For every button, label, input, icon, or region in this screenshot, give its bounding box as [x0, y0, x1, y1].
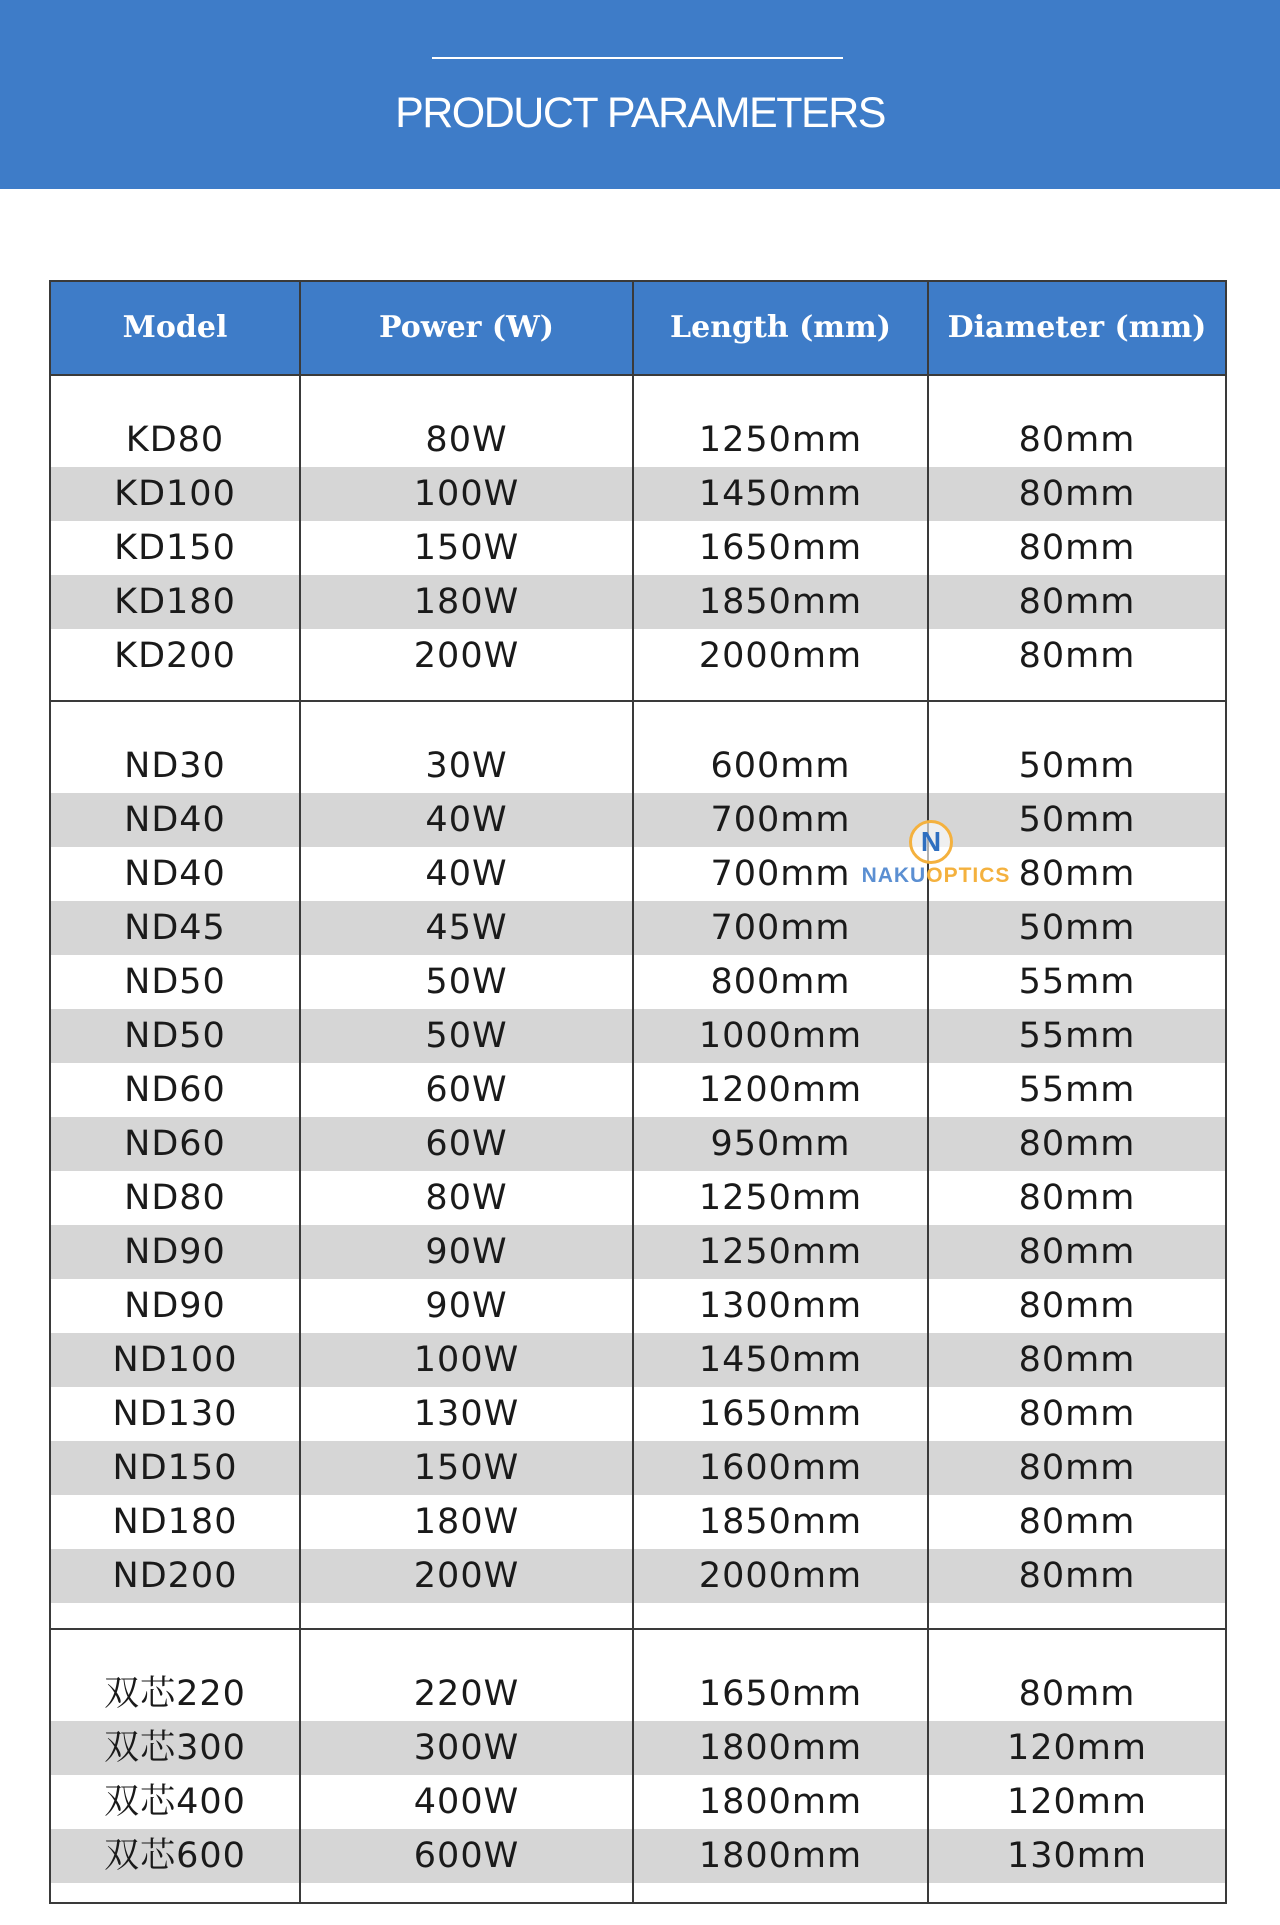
cell-power: 300W: [413, 1728, 520, 1768]
cell-model: ND30: [124, 746, 226, 786]
cell-diameter: 80mm: [1018, 636, 1136, 676]
table-row: [51, 1549, 1225, 1603]
cell-model: ND60: [124, 1070, 226, 1110]
table-row: [51, 1387, 1225, 1441]
cell-power: 45W: [425, 908, 508, 948]
cell-length: 800mm: [710, 962, 851, 1002]
cell-model: KD150: [114, 528, 236, 568]
cell-diameter: 80mm: [1018, 1448, 1136, 1488]
cell-power: 200W: [413, 1556, 520, 1596]
cell-length: 700mm: [710, 800, 851, 840]
header-banner: [0, 0, 1280, 189]
logo-n-icon: N: [909, 820, 953, 864]
cell-model: ND40: [124, 800, 226, 840]
table-row: [51, 575, 1225, 629]
cell-power: 90W: [425, 1232, 508, 1272]
cell-model: ND130: [112, 1394, 238, 1434]
cell-power: 400W: [413, 1782, 520, 1822]
cell-length: 1800mm: [698, 1782, 863, 1822]
table-row: [51, 1667, 1225, 1721]
cell-power: 50W: [425, 962, 508, 1002]
cell-diameter: 50mm: [1018, 800, 1136, 840]
column-divider: [927, 282, 929, 1902]
cell-length: 1250mm: [698, 420, 863, 460]
cell-model: 双芯220: [104, 1674, 246, 1714]
cell-power: 60W: [425, 1070, 508, 1110]
cell-model: 双芯300: [104, 1728, 246, 1768]
cell-diameter: 80mm: [1018, 1502, 1136, 1542]
cell-power: 40W: [425, 854, 508, 894]
column-divider: [632, 282, 634, 1902]
cell-power: 100W: [413, 1340, 520, 1380]
cell-diameter: 50mm: [1018, 746, 1136, 786]
watermark-brand-part2: OPTICS: [926, 864, 1011, 887]
cell-diameter: 120mm: [1007, 1782, 1147, 1822]
cell-diameter: 55mm: [1018, 1070, 1136, 1110]
banner-rule: [432, 57, 843, 59]
section-divider: [51, 1628, 1225, 1630]
table-row: [51, 793, 1225, 847]
cell-model: ND100: [112, 1340, 238, 1380]
cell-power: 150W: [413, 1448, 520, 1488]
cell-length: 2000mm: [698, 1556, 863, 1596]
cell-power: 40W: [425, 800, 508, 840]
cell-diameter: 80mm: [1018, 854, 1136, 894]
table-row: [51, 413, 1225, 467]
cell-length: 1250mm: [698, 1178, 863, 1218]
table-row: [51, 955, 1225, 1009]
section-divider: [51, 700, 1225, 702]
table-row: [51, 467, 1225, 521]
cell-diameter: 80mm: [1018, 1124, 1136, 1164]
table-row: [51, 901, 1225, 955]
cell-length: 1300mm: [698, 1286, 863, 1326]
cell-power: 80W: [425, 1178, 508, 1218]
cell-length: 1850mm: [698, 1502, 863, 1542]
cell-diameter: 80mm: [1018, 1340, 1136, 1380]
cell-length: 1800mm: [698, 1836, 863, 1876]
table-row: [51, 1775, 1225, 1829]
cell-diameter: 80mm: [1018, 474, 1136, 514]
table-row: [51, 739, 1225, 793]
cell-diameter: 80mm: [1018, 528, 1136, 568]
table-row: [51, 847, 1225, 901]
table-row: [51, 1171, 1225, 1225]
cell-diameter: 120mm: [1007, 1728, 1147, 1768]
cell-model: 双芯600: [104, 1836, 246, 1876]
cell-model: 双芯400: [104, 1782, 246, 1822]
table-row: [51, 1279, 1225, 1333]
cell-model: ND200: [112, 1556, 238, 1596]
cell-power: 100W: [413, 474, 520, 514]
cell-length: 1250mm: [698, 1232, 863, 1272]
cell-power: 80W: [425, 420, 508, 460]
cell-power: 200W: [413, 636, 520, 676]
table-row: [51, 1441, 1225, 1495]
cell-power: 180W: [413, 582, 520, 622]
cell-model: ND180: [112, 1502, 238, 1542]
cell-model: ND50: [124, 1016, 226, 1056]
cell-length: 700mm: [710, 854, 851, 894]
cell-length: 950mm: [710, 1124, 851, 1164]
header-length: Length (mm): [670, 310, 891, 345]
cell-model: ND45: [124, 908, 226, 948]
nakuoptics-watermark: [856, 820, 1016, 900]
cell-diameter: 55mm: [1018, 1016, 1136, 1056]
header-power: Power (W): [378, 310, 554, 345]
cell-diameter: 50mm: [1018, 908, 1136, 948]
table-row: [51, 1495, 1225, 1549]
table-header: [51, 282, 1225, 376]
cell-model: KD200: [114, 636, 236, 676]
table-row: [51, 1225, 1225, 1279]
cell-model: ND90: [124, 1232, 226, 1272]
cell-model: ND150: [112, 1448, 238, 1488]
watermark-brand-part1: NAKU: [861, 864, 927, 887]
table-row: [51, 1721, 1225, 1775]
cell-diameter: 80mm: [1018, 420, 1136, 460]
cell-diameter: 80mm: [1018, 1394, 1136, 1434]
cell-model: KD180: [114, 582, 236, 622]
cell-model: KD100: [114, 474, 236, 514]
cell-length: 1450mm: [698, 474, 863, 514]
cell-length: 600mm: [710, 746, 851, 786]
cell-diameter: 80mm: [1018, 1286, 1136, 1326]
cell-length: 1650mm: [698, 1674, 863, 1714]
cell-diameter: 80mm: [1018, 1556, 1136, 1596]
page-title: PRODUCT PARAMETERS: [395, 89, 885, 137]
column-divider: [299, 282, 301, 1902]
cell-diameter: 80mm: [1018, 1178, 1136, 1218]
cell-model: ND50: [124, 962, 226, 1002]
cell-model: ND60: [124, 1124, 226, 1164]
cell-model: ND80: [124, 1178, 226, 1218]
cell-length: 1650mm: [698, 1394, 863, 1434]
cell-diameter: 55mm: [1018, 962, 1136, 1002]
cell-model: ND90: [124, 1286, 226, 1326]
cell-power: 50W: [425, 1016, 508, 1056]
cell-model: ND40: [124, 854, 226, 894]
cell-model: KD80: [125, 420, 225, 460]
cell-length: 1000mm: [698, 1016, 863, 1056]
table-row: [51, 1009, 1225, 1063]
cell-length: 1200mm: [698, 1070, 863, 1110]
cell-length: 1650mm: [698, 528, 863, 568]
table-row: [51, 521, 1225, 575]
cell-length: 1850mm: [698, 582, 863, 622]
cell-power: 220W: [413, 1674, 520, 1714]
cell-length: 2000mm: [698, 636, 863, 676]
cell-power: 150W: [413, 528, 520, 568]
cell-length: 1450mm: [698, 1340, 863, 1380]
cell-power: 180W: [413, 1502, 520, 1542]
cell-power: 60W: [425, 1124, 508, 1164]
cell-length: 700mm: [710, 908, 851, 948]
table-row: [51, 1063, 1225, 1117]
table-row: [51, 1117, 1225, 1171]
table-row: [51, 1333, 1225, 1387]
cell-power: 600W: [413, 1836, 520, 1876]
table-row: [51, 1829, 1225, 1883]
cell-diameter: 80mm: [1018, 582, 1136, 622]
table-row: [51, 629, 1225, 683]
cell-power: 30W: [425, 746, 508, 786]
cell-power: 90W: [425, 1286, 508, 1326]
cell-length: 1600mm: [698, 1448, 863, 1488]
cell-diameter: 80mm: [1018, 1232, 1136, 1272]
header-diameter: Diameter (mm): [947, 310, 1207, 345]
parameters-table: [49, 280, 1227, 1904]
watermark-text: [856, 864, 1016, 888]
cell-diameter: 130mm: [1007, 1836, 1147, 1876]
cell-length: 1800mm: [698, 1728, 863, 1768]
cell-power: 130W: [413, 1394, 520, 1434]
cell-diameter: 80mm: [1018, 1674, 1136, 1714]
header-model: Model: [122, 310, 228, 345]
